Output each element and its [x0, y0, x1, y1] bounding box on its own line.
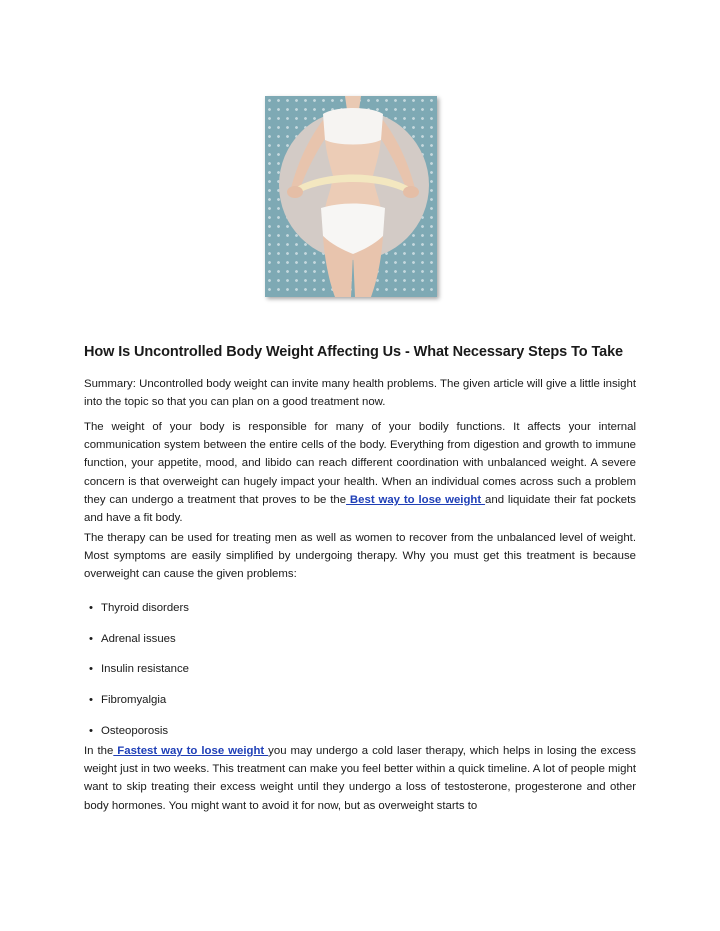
paragraph-text: you may undergo a cold laser therapy, which helps in losing the excess weight just in two weeks. This treatment can make you feel better within a quick timeline. A lot of people might want to skip treating their excess weight until they undergo a loss of testosterone, progesterone and other body hormones. You might want to avoid it for now, but as overweight starts to: [84, 745, 637, 812]
best-way-to-lose-weight-link[interactable]: Best way to lose weight: [346, 493, 486, 506]
paragraph-text: The weight of your body is responsible for many of your bodily functions. It affects your internal communication system between the entire cells of the body. Everything from digestion and growth to immune function, your appetite, mood, and libido can reach different coordination with unbalanced weight. A severe concern is that overweight can hugely impact your health. When an individual comes across such a problem they can undergo a treatment that proves to be the: [84, 421, 636, 506]
paragraph-lead: In the: [84, 745, 114, 757]
bullet-marker: •: [89, 694, 93, 706]
bullet-marker: •: [89, 633, 93, 645]
list-item-label: Insulin resistance: [101, 663, 190, 675]
paragraph-text-tail: and liquidate their fat pockets and have a fit body.: [84, 493, 636, 525]
bullet-marker: •: [89, 663, 93, 675]
woman-measuring-waist-illustration: [265, 96, 437, 297]
body-paragraph-therapy: The therapy can be used for treating men as well as women to recover from the unbalanced level of weight. Most symptoms are easily simplified by undergoing therapy. Why you must get this treatment is because overweight can cause the given problems:: [84, 532, 636, 581]
body-paragraph-fastest: [84, 742, 636, 815]
list-item-label: Thyroid disorders: [101, 602, 189, 614]
bullet-marker: •: [89, 602, 93, 614]
summary-paragraph: Summary: Uncontrolled body weight can invite many health problems. The given article will give a little insight into the topic so that you can plan on a good treatment now.: [84, 378, 636, 409]
hero-image: [265, 96, 437, 297]
list-item-label: Osteoporosis: [101, 725, 169, 737]
bullet-marker: •: [89, 725, 93, 737]
article-title: How Is Uncontrolled Body Weight Affecting Us - What Necessary Steps To Take: [84, 344, 624, 360]
list-item-label: Fibromyalgia: [101, 694, 167, 706]
fastest-way-to-lose-weight-link[interactable]: Fastest way to lose weight: [113, 745, 269, 757]
list-item-label: Adrenal issues: [101, 633, 176, 645]
body-paragraph-weight: [84, 418, 636, 527]
